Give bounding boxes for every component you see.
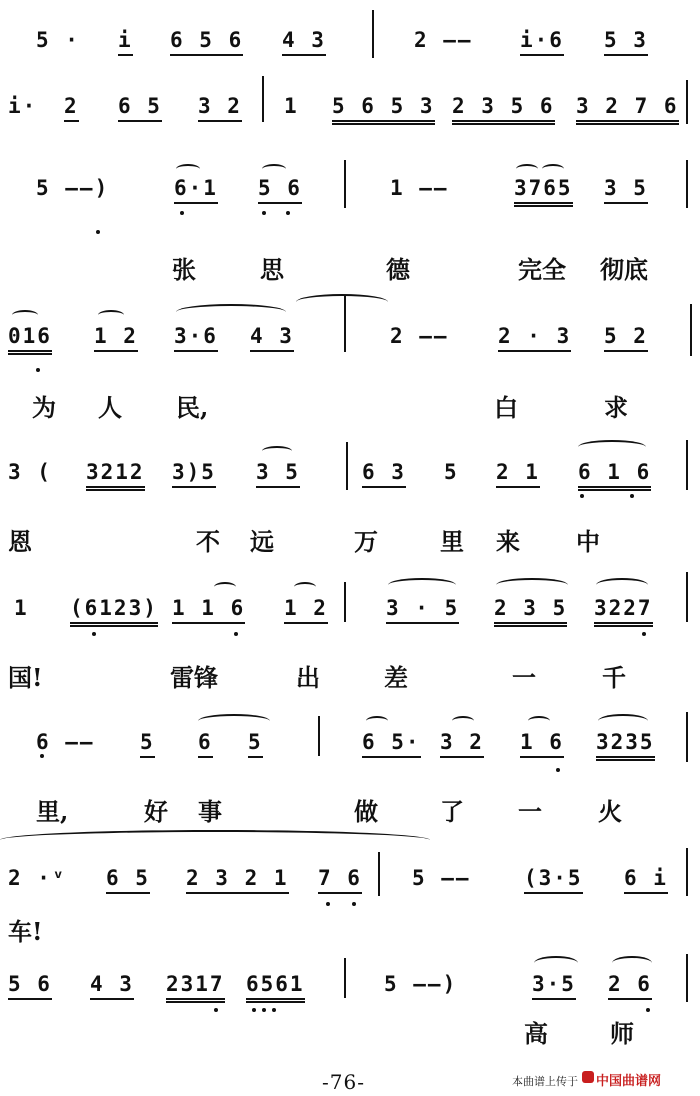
octave-dot: [36, 368, 40, 372]
lyric: 了: [440, 797, 464, 826]
lyric: 差: [384, 663, 408, 692]
barline: [318, 716, 320, 756]
note-group: 2 ——: [390, 324, 449, 348]
lyrics-row: [0, 912, 700, 948]
octave-dot: [642, 632, 646, 636]
lyric: 雷锋: [170, 663, 218, 692]
note-group: 016: [8, 324, 52, 355]
octave-dot: [352, 902, 356, 906]
slur: [516, 164, 538, 174]
octave-dot: [630, 494, 634, 498]
barline: [686, 954, 688, 1002]
score-line-3: [0, 176, 700, 246]
lyric: 做: [354, 797, 378, 826]
lyric: 火: [598, 797, 622, 826]
barline: [686, 440, 688, 490]
note-group: 5 6 5 3: [332, 94, 435, 125]
slur: [612, 956, 652, 970]
octave-dot: [252, 1008, 256, 1012]
lyric: 彻底: [600, 255, 648, 284]
note-group: i: [118, 28, 133, 56]
lyrics-row: [0, 522, 700, 558]
lyric: 好: [144, 797, 168, 826]
barline: [344, 160, 346, 208]
note-group: 4 3: [250, 324, 294, 352]
lyric: 一: [518, 797, 542, 826]
lyric: 中: [576, 527, 600, 556]
barline: [262, 76, 264, 122]
slur: [542, 164, 564, 174]
notes-row: [0, 94, 700, 134]
note-group: i·6: [520, 28, 564, 56]
note-group: 5: [140, 730, 155, 758]
slur: [578, 440, 646, 454]
lyrics-row: [0, 250, 700, 286]
lyric: 师: [610, 1019, 634, 1048]
score-line-6: [0, 596, 700, 666]
slur: [176, 164, 200, 174]
note-group: 1 ——: [390, 176, 449, 200]
lyric: 远: [250, 527, 274, 556]
note-group: 3·5: [532, 972, 576, 1000]
note-group: 2 1: [496, 460, 540, 488]
note-group: 3 2 7 6: [576, 94, 679, 125]
note-group: 6 5: [118, 94, 162, 122]
note-group: 2 3 5: [494, 596, 567, 627]
note-group: 6 i: [624, 866, 668, 894]
note-group: 2 6: [608, 972, 652, 1000]
lyric: 为: [32, 393, 56, 422]
lyric: 来: [496, 527, 520, 556]
note-group: 2 · 3: [498, 324, 571, 352]
lyric: 车!: [8, 917, 43, 946]
slur: [12, 310, 38, 320]
slur: [198, 714, 270, 728]
note-group: 1: [284, 94, 299, 118]
slur: [366, 716, 388, 726]
slur: [98, 310, 124, 320]
note-group: 3·6: [174, 324, 218, 352]
note-group: 1 6: [520, 730, 564, 758]
note-group: (6123): [70, 596, 158, 627]
octave-dot: [286, 211, 290, 215]
note-group: i·: [8, 94, 38, 118]
octave-dot: [262, 211, 266, 215]
note-group: 1 2: [284, 596, 328, 624]
slur: [214, 582, 236, 592]
slur: [0, 830, 430, 850]
note-group: 4 3: [282, 28, 326, 56]
note-group: 6 5: [106, 866, 150, 894]
lyric: 里: [440, 527, 464, 556]
note-group: 5 2: [604, 324, 648, 352]
score-line-5: [0, 460, 700, 530]
note-group: 2: [64, 94, 79, 122]
lyric: 一: [512, 663, 536, 692]
note-group: 6 5 6: [170, 28, 243, 56]
note-group: 3 5: [604, 176, 648, 204]
lyrics-row: [0, 792, 700, 828]
note-group: 3 (: [8, 460, 52, 484]
note-group: 1 2: [94, 324, 138, 352]
note-group: 2317: [166, 972, 225, 1003]
site-logo-icon: [582, 1071, 594, 1083]
note-group: 3 2: [198, 94, 242, 122]
notes-row: [0, 730, 700, 770]
lyric: 白: [494, 393, 518, 422]
note-group: 6 ——: [36, 730, 95, 754]
note-group: 3227: [594, 596, 653, 627]
lyric: 求: [604, 393, 628, 422]
barline: [690, 304, 692, 356]
barline: [686, 160, 688, 208]
note-group: 7 6: [318, 866, 362, 894]
octave-dot: [326, 902, 330, 906]
note-group: 2 ·ᵛ: [8, 866, 67, 890]
notes-row: [0, 460, 700, 500]
note-group: 5 3: [604, 28, 648, 56]
lyric: 国!: [8, 663, 43, 692]
note-group: 1 1 6: [172, 596, 245, 624]
octave-dot: [556, 768, 560, 772]
barline: [686, 848, 688, 896]
note-group: 5 6: [8, 972, 52, 1000]
lyric: 民,: [176, 393, 209, 422]
slur: [596, 578, 648, 592]
note-group: 5: [444, 460, 459, 484]
note-group: 3 5: [256, 460, 300, 488]
note-group: 3)5: [172, 460, 216, 488]
score-line-4: [0, 324, 700, 394]
lyric: 完全: [518, 255, 566, 284]
note-group: 2 ——: [414, 28, 473, 52]
lyric: 千: [602, 663, 626, 692]
octave-dot: [40, 754, 44, 758]
note-group: 5 ——: [412, 866, 471, 890]
note-group: 6561: [246, 972, 305, 1003]
slur: [388, 578, 456, 592]
notes-row: [0, 28, 700, 68]
note-group: 5 6: [258, 176, 302, 204]
note-group: 4 3: [90, 972, 134, 1000]
note-group: 3 · 5: [386, 596, 459, 624]
note-group: 5: [248, 730, 263, 758]
barline: [344, 958, 346, 998]
note-group: 6 3: [362, 460, 406, 488]
note-group: (3·5: [524, 866, 583, 894]
slur: [176, 304, 286, 320]
octave-dot: [272, 1008, 276, 1012]
note-group: 5 ·: [36, 28, 80, 52]
slur: [452, 716, 474, 726]
slur: [598, 714, 648, 728]
slur: [262, 164, 286, 174]
octave-dot: [92, 632, 96, 636]
octave-dot: [180, 211, 184, 215]
lyric: 高: [524, 1019, 548, 1048]
site-name[interactable]: 中国曲谱网: [596, 1074, 662, 1089]
octave-dot: [96, 230, 100, 234]
score-line-2: [0, 94, 700, 164]
barline: [372, 10, 374, 58]
lyric: 人: [98, 393, 122, 422]
lyric: 思: [260, 255, 284, 284]
octave-dot: [214, 1008, 218, 1012]
lyric: 出: [296, 663, 320, 692]
barline: [686, 80, 688, 124]
note-group: 6·1: [174, 176, 218, 204]
note-group: 3235: [596, 730, 655, 761]
barline: [344, 296, 346, 352]
slur: [534, 956, 578, 970]
note-group: 6 5·: [362, 730, 421, 758]
score-line-7: [0, 730, 700, 800]
lyrics-row: [0, 1014, 700, 1050]
lyric: 里,: [36, 797, 69, 826]
octave-dot: [580, 494, 584, 498]
note-group: 6: [198, 730, 213, 758]
note-group: 2 3 2 1: [186, 866, 289, 894]
barline: [346, 442, 348, 490]
octave-dot: [262, 1008, 266, 1012]
notes-row: [0, 324, 700, 364]
notes-row: [0, 866, 700, 906]
notes-row: [0, 972, 700, 1012]
slur: [496, 578, 568, 592]
page-number: -76-: [322, 1070, 365, 1094]
barline: [344, 582, 346, 622]
barline: [686, 572, 688, 622]
lyric: 不: [196, 527, 220, 556]
octave-dot: [646, 1008, 650, 1012]
lyric: 德: [386, 255, 410, 284]
lyric: 事: [198, 797, 222, 826]
note-group: 3765: [514, 176, 573, 207]
note-group: 6 1 6: [578, 460, 651, 491]
lyrics-row: [0, 658, 700, 694]
upload-credit: 本曲谱上传于: [512, 1075, 578, 1088]
barline: [378, 852, 380, 896]
octave-dot: [234, 632, 238, 636]
slur: [528, 716, 550, 726]
lyrics-row: [0, 388, 700, 424]
score-line-1: [0, 28, 700, 98]
slur: [294, 582, 316, 592]
notes-row: [0, 176, 700, 216]
note-group: 5 ——): [36, 176, 110, 200]
note-group: 2 3 5 6: [452, 94, 555, 125]
note-group: 3 2: [440, 730, 484, 758]
note-group: 3212: [86, 460, 145, 491]
slur: [262, 446, 292, 456]
lyric: 万: [354, 527, 378, 556]
slur: [296, 294, 388, 310]
notes-row: [0, 596, 700, 636]
barline: [686, 712, 688, 762]
note-group: 1: [14, 596, 29, 620]
lyric: 张: [172, 255, 196, 284]
lyric: 恩: [8, 527, 32, 556]
note-group: 5 ——): [384, 972, 458, 996]
